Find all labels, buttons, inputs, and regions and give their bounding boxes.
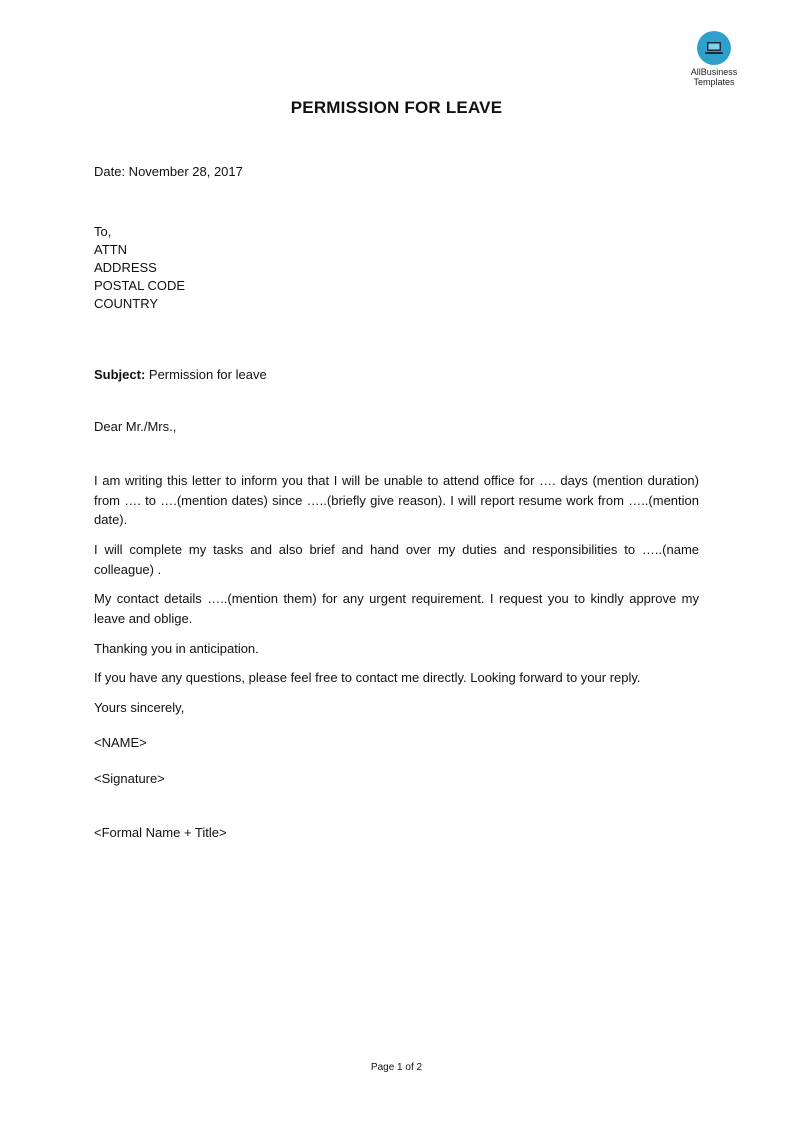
subject-label: Subject: xyxy=(94,367,146,382)
recipient-attn: ATTN xyxy=(94,242,127,257)
body-paragraph-1: I am writing this letter to inform you that I will be unable to attend office for …. days (mention duration) from …. to ….(mention dates) since …..(briefly give reason). I will report resume work from …..(mention date). xyxy=(94,473,699,527)
subject-text: Permission for leave xyxy=(145,367,267,382)
date-line: Date: November 28, 2017 xyxy=(94,164,243,179)
recipient-to: To, xyxy=(94,224,112,239)
body-paragraph-4: Thanking you in anticipation. xyxy=(94,641,259,656)
subject-line xyxy=(94,366,267,384)
name-placeholder: <NAME> xyxy=(94,735,147,750)
page-footer: Page 1 of 2 xyxy=(370,1062,423,1073)
body-paragraph-3: My contact details …..(mention them) for any urgent requirement. I request you to kindly approve my leave and oblige. xyxy=(94,591,699,626)
brand-logo xyxy=(684,31,744,87)
signature-placeholder: <Signature> xyxy=(94,771,165,786)
logo-text-line1: AllBusiness xyxy=(690,67,738,77)
formal-name-placeholder: <Formal Name + Title> xyxy=(94,825,227,840)
body-paragraph-5: If you have any questions, please feel free to contact me directly. Looking forward to your reply. xyxy=(94,670,641,685)
page-title: PERMISSION FOR LEAVE xyxy=(290,98,503,117)
recipient-country: COUNTRY xyxy=(94,296,159,311)
salutation: Dear Mr./Mrs., xyxy=(94,419,177,434)
body-paragraph-2: I will complete my tasks and also brief and hand over my duties and responsibilities to …..(name colleague) . xyxy=(94,542,699,577)
recipient-address: ADDRESS xyxy=(94,260,157,275)
logo-text-line2: Templates xyxy=(693,77,735,87)
closing: Yours sincerely, xyxy=(94,700,185,715)
recipient-postal-code: POSTAL CODE xyxy=(94,278,186,293)
laptop-icon xyxy=(697,31,731,65)
